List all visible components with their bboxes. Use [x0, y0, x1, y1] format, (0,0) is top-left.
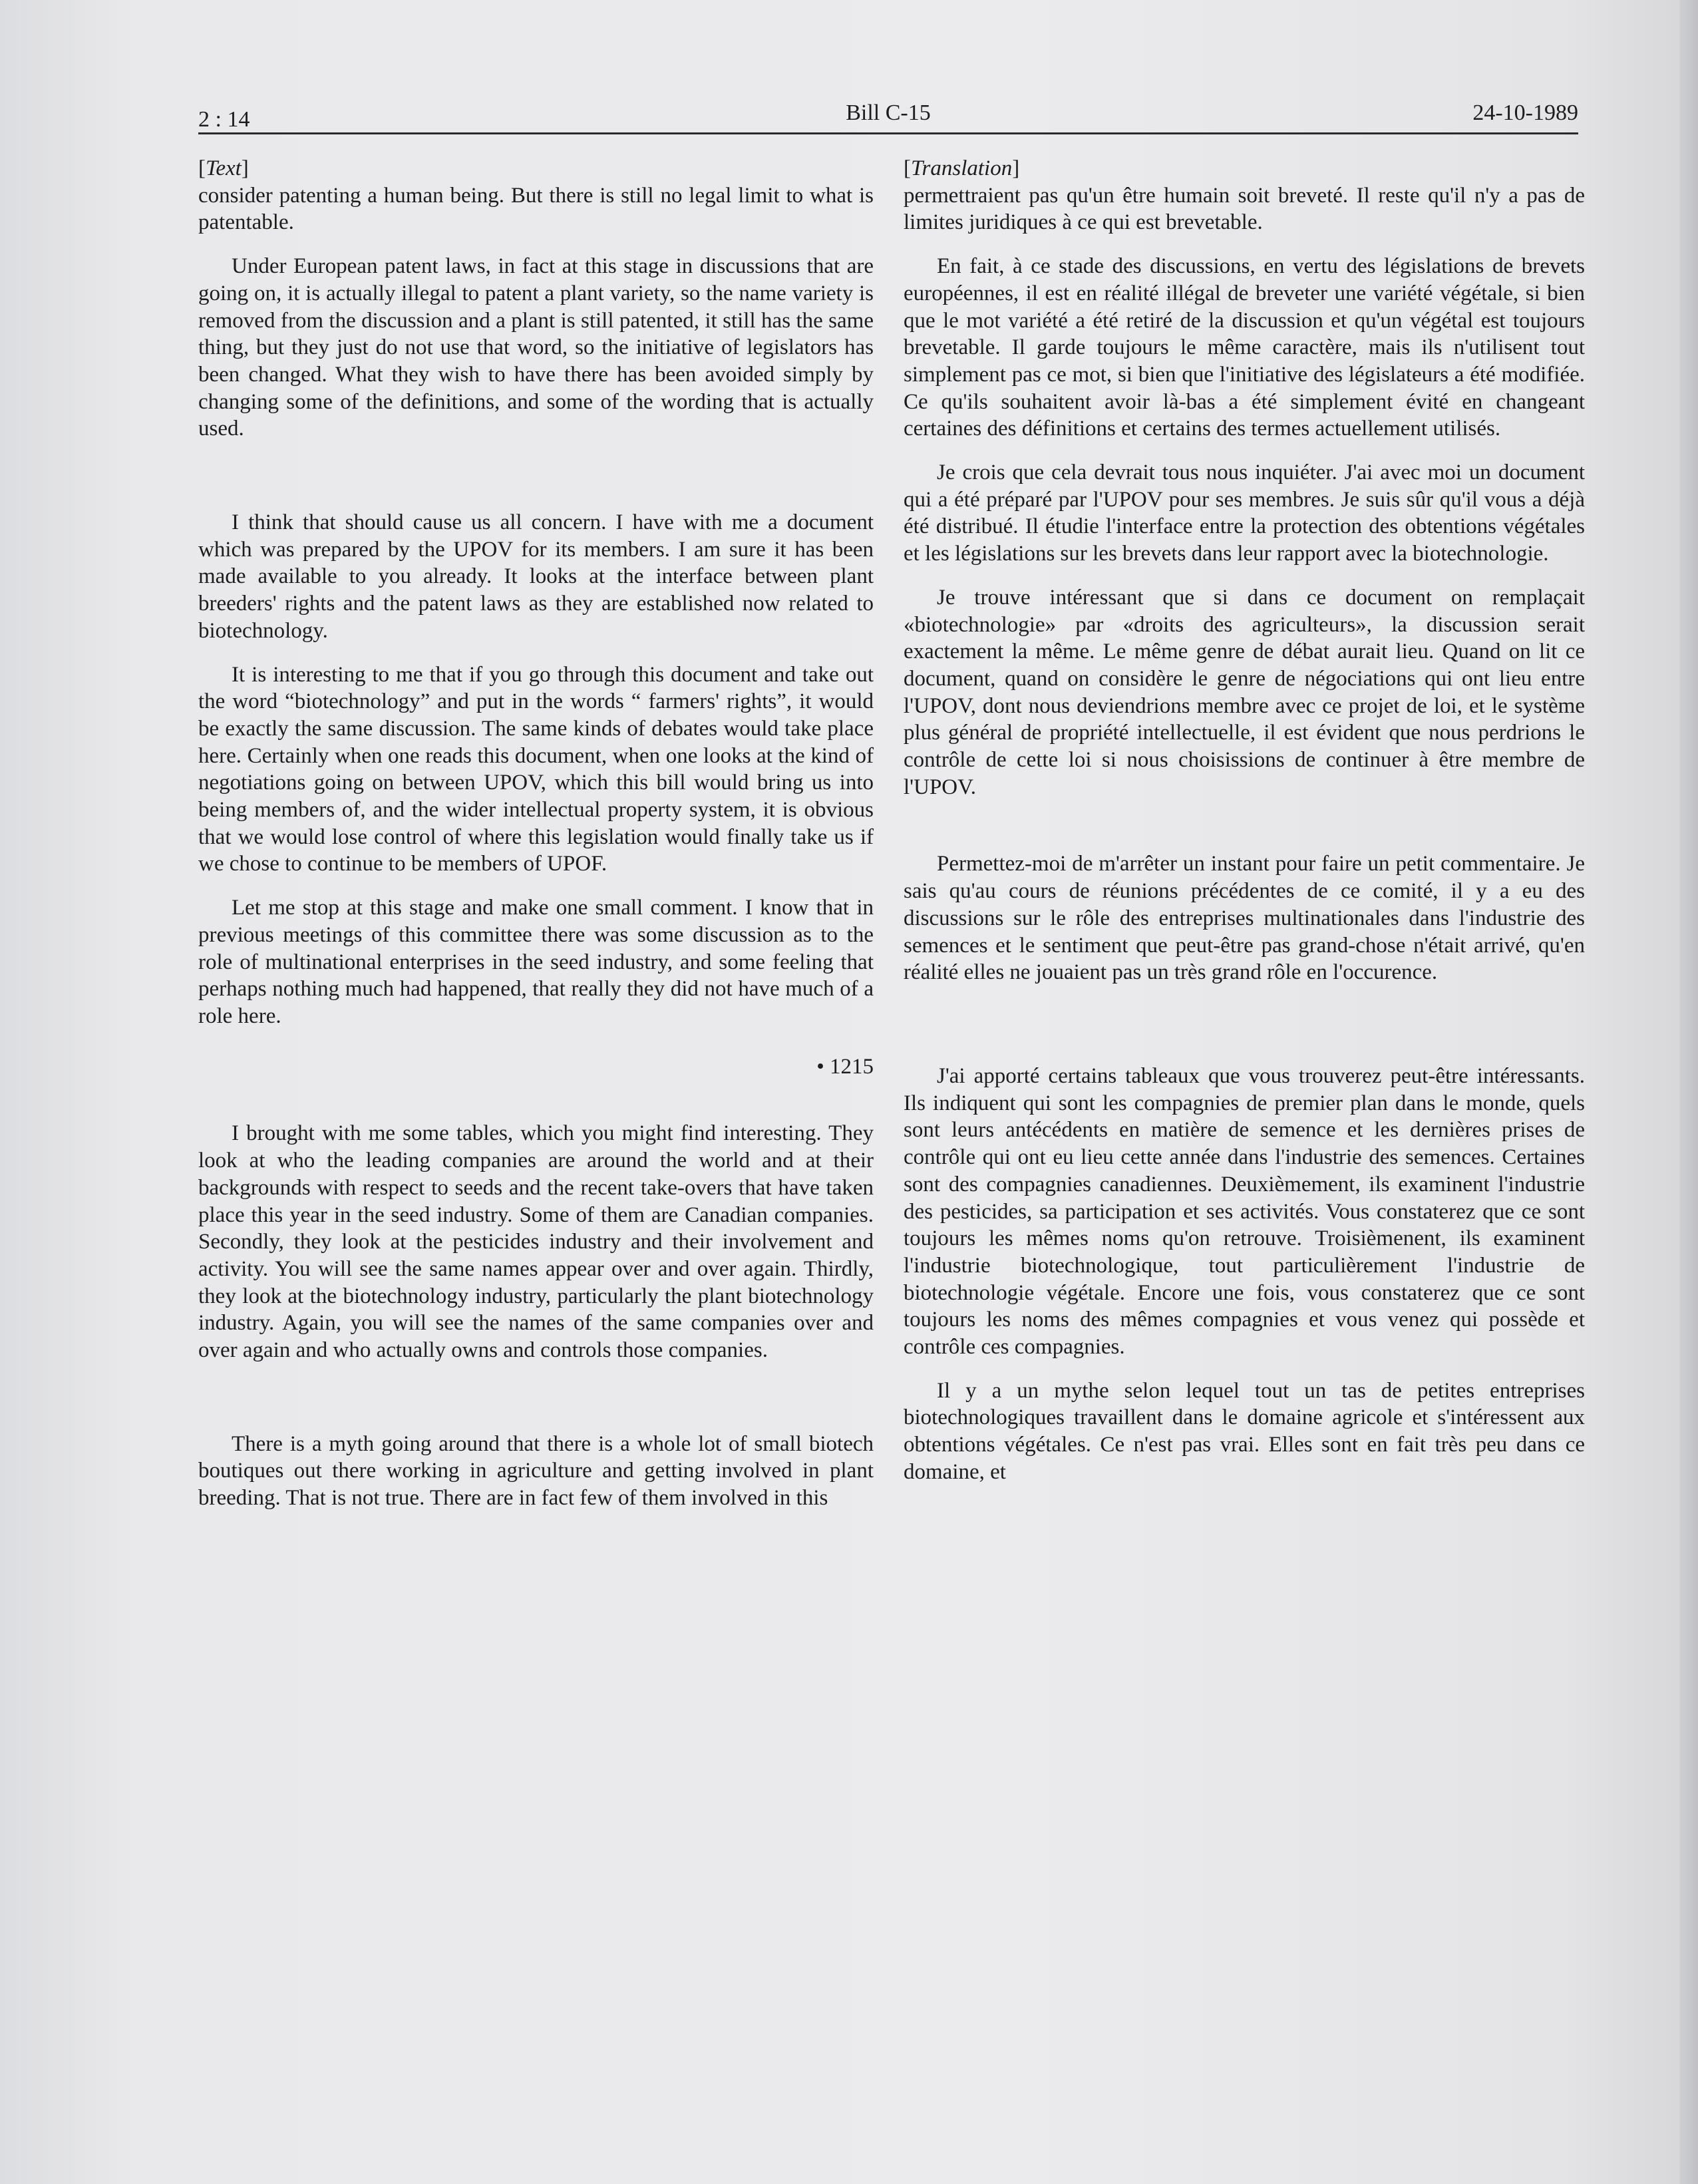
paragraph: consider patenting a human being. But there is still no legal limit to what is patentable. — [198, 183, 874, 235]
page-number: 2 : 14 — [198, 107, 250, 132]
paragraph: Let me stop at this stage and make one small comment. I know that in previous meetings of this committee there was some discussion as to the role of multinational enterprises in the seed industry, and some feeling that perhaps nothing much had happened, that really they did not have much of a role here. — [198, 896, 874, 1028]
time-marker: • 1215 — [816, 1054, 874, 1079]
paragraph: There is a myth going around that there is a whole lot of small biotech boutiques out there working in agriculture and getting involved in plant breeding. That is not true. There are in fact few of them involved in this — [198, 1431, 874, 1511]
text-label: [Text] — [198, 156, 249, 180]
document-date: 24-10-1989 — [1472, 100, 1578, 125]
header-rule — [198, 132, 1578, 134]
paragraph: Il y a un mythe selon lequel tout un tas de petites entreprises biotechnologiques travaillent dans le domaine agricole et s'intéressent aux obtentions végétales. Ce n'est pas vrai. Elles sont en fait très peu dans ce domaine, et — [904, 1378, 1585, 1484]
paragraph: J'ai apporté certains tableaux que vous trouverez peut-être intéressants. Ils indiquent qui sont les compagnies de premier plan dans le monde, quels sont leurs antécédents en matière de semence et les dernières prises de contrôle qui ont eu lieu cette année dans l'industrie des semences. Certaines sont des compagnies canadiennes. Deuxièmement, ils examinent l'industrie des pesticides, sa participation et ses activités. Vous constaterez que ce sont toujours les mêmes noms qu'on retrouve. Troisièmenent, ils examinent l'industrie biotechnologique, tout particulièrement l'industrie de biotechnologie végétale. Encore une fois, vous constaterez que ce sont toujours les noms des mêmes compagnies et vous venez qui possède et contrôle ces compagnies. — [904, 1063, 1585, 1360]
french-column — [904, 155, 1585, 1503]
paragraph: Under European patent laws, in fact at this stage in discussions that are going on, it is actually illegal to patent a plant variety, so the name variety is removed from the discussion and a plant is still patented, it still has the same thing, but they just do not use that word, so the initiative of legislators has been changed. What they wish to have there has been avoided simply by changing some of the definitions, and some of the wording that is actually used. — [198, 254, 874, 441]
document-title: Bill C-15 — [846, 100, 931, 125]
paragraph: It is interesting to me that if you go through this document and take out the word “biotechnology” and put in the words “ farmers' rights”, it would be exactly the same discussion. The same kinds of debates would take place here. Certainly when one reads this document, when one looks at the kind of negotiations going on between UPOV, which this bill would bring us into being members of, and the wider intellectual property system, it is obvious that we would lose control of where this legislation would finally take us if we chose to continue to be members of UPOF. — [198, 662, 874, 876]
english-column — [198, 155, 874, 1529]
paragraph: Permettez-moi de m'arrêter un instant pour faire un petit commentaire. Je sais qu'au cours de réunions précédentes de ce comité, il y a eu des discussions sur le rôle des entreprises multinationales dans l'industrie des semences et le sentiment que peut-être pas grand-chose n'était arrivé, qu'en réalité elles ne jouaient pas un très grand rôle en l'occurence. — [904, 852, 1585, 985]
paragraph: I brought with me some tables, which you might find interesting. They look at who the leading companies are around the world and at their backgrounds with respect to seeds and the recent take-overs that have taken place this year in the seed industry. Some of them are Canadian companies. Secondly, they look at the pesticides industry and their involvement and activity. You will see the same names appear over and over again. Thirdly, they look at the biotechnology industry, particularly the plant biotechnology industry. Again, you will see the names of the same companies over and over again and who actually owns and controls those companies. — [198, 1121, 874, 1363]
paragraph: Je trouve intéressant que si dans ce document on remplaçait «biotechnologie» par «droits des agriculteurs», la discussion serait exactement la même. Le même genre de débat aurait lieu. Quand on lit ce document, quand on considère le genre de négociations qui ont lieu entre l'UPOV, dont nous deviendrions membre avec ce projet de loi, et le système plus général de propriété intellectuelle, il est évident que nous perdrions le contrôle de cette loi si nous choisissions de continuer à être membre de l'UPOV. — [904, 585, 1585, 799]
paragraph: En fait, à ce stade des discussions, en vertu des législations de brevets européennes, il est en réalité illégal de breveter une variété végétale, si bien que le mot variété a été retiré de la discussion et qu'un végétal est toujours brevetable. Il garde toujours le même caractère, mais ils n'utilisent tout simplement pas ce mot, si bien que l'initiative des législateurs a été modifiée. Ce qu'ils souhaitent avoir là-bas a été simplement évité en changeant certaines des définitions et certains des termes actuellement utilisés. — [904, 254, 1585, 441]
paragraph: Je crois que cela devrait tous nous inquiéter. J'ai avec moi un document qui a été préparé par l'UPOV pour ses membres. Je suis sûr qu'il vous a déjà été distribué. Il étudie l'interface entre la protection des obtentions végétales et les législations sur les brevets dans leur rapport avec la biotechnologie. — [904, 460, 1585, 566]
translation-label: [Translation] — [904, 156, 1020, 180]
paragraph: I think that should cause us all concern. I have with me a document which was prepared by the UPOV for its members. I am sure it has been made available to you already. It looks at the interface between plant breeders' rights and the patent laws as they are established now related to biotechnology. — [198, 510, 874, 643]
running-header — [198, 100, 1578, 133]
page-edge-shadow — [1679, 0, 1698, 2184]
paragraph: permettraient pas qu'un être humain soit breveté. Il reste qu'il n'y a pas de limites juridiques à ce qui est brevetable. — [904, 183, 1585, 235]
